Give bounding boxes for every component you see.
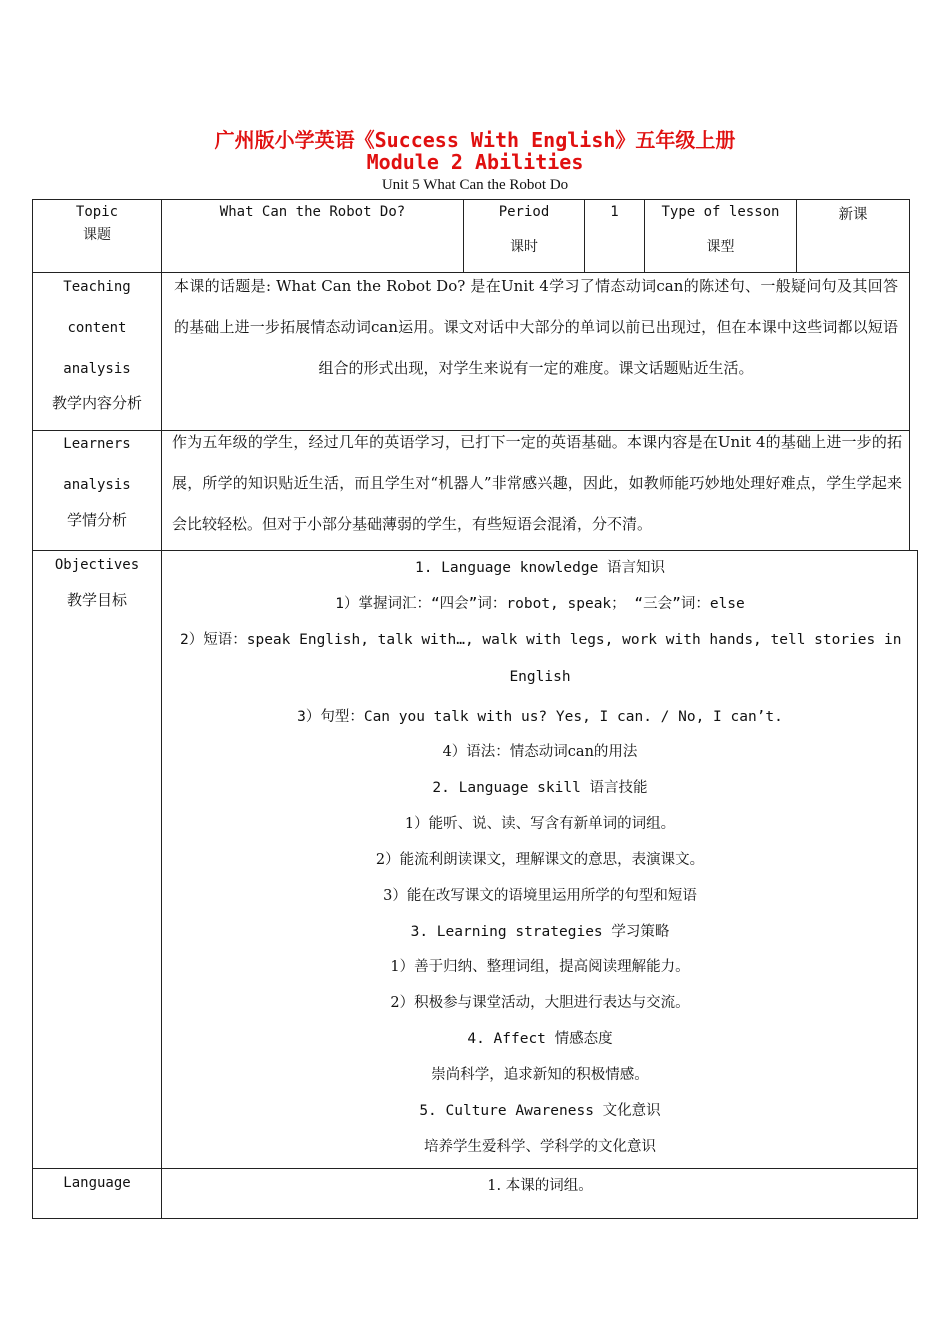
period-label-en: Period bbox=[498, 204, 550, 220]
objective-line: 1）能听、说、读、写含有新单词的词组。 bbox=[404, 816, 676, 832]
period-label-cn: 课时 bbox=[510, 239, 538, 255]
objective-line: 3）能在改写课文的语境里运用所学的句型和短语 bbox=[383, 888, 697, 904]
learners-label-en2: analysis bbox=[63, 477, 131, 493]
objective-line: 3）句型：Can you talk with us? Yes, I can. / No, I can’t. bbox=[297, 709, 783, 725]
table-border bbox=[32, 1168, 918, 1169]
topic-label-cn: 课题 bbox=[83, 227, 111, 243]
learners-analysis-text: 作为五年级的学生，经过几年的英语学习，已打下一定的英语基础。本课内容是在Unit 4的基础上进一步的拓展，所学的知识贴近生活，而且学生对“机器人”非常感兴趣，因此，如教师能巧妙地处理好难点，学生学起来会比较轻松。但对于小部分基础薄弱的学生，有些短语会混淆，分不清。 bbox=[172, 433, 902, 533]
table-border bbox=[917, 550, 918, 1219]
objective-heading: 5. Culture Awareness 文化意识 bbox=[419, 1103, 661, 1119]
period-label bbox=[464, 204, 584, 256]
objective-line: 1）掌握词汇：“四会”词：robot, speak； “三会”词：else bbox=[335, 596, 745, 612]
objective-line: 崇尚科学，追求新知的积极情感。 bbox=[431, 1067, 649, 1083]
table-border bbox=[32, 199, 910, 200]
lesson-type-label bbox=[645, 204, 796, 256]
objective-heading: 1. Language knowledge 语言知识 bbox=[414, 560, 666, 576]
objectives-label-en: Objectives bbox=[54, 557, 140, 573]
objective-line: 2）能流利朗读课文，理解课文的意思，表演课文。 bbox=[375, 852, 705, 868]
teaching-content-label bbox=[33, 278, 161, 412]
objective-line: 培养学生爱科学、学科学的文化意识 bbox=[424, 1139, 656, 1155]
objectives-label bbox=[33, 556, 161, 609]
topic-label-en: Topic bbox=[75, 204, 119, 220]
teaching-content-text: 本课的话题是: What Can the Robot Do? 是在Unit 4学习了情态动词can的陈述句、一般疑问句及其回答的基础上进一步拓展情态动词can运用。课文对话中大部分的单词以前已出现过，但在本课中这些词都以短语组合的形式出现，对学生来说有一定的难度。课文话题贴近生活。 bbox=[174, 277, 898, 377]
objective-heading: 2. Language skill 语言技能 bbox=[432, 780, 648, 796]
table-border bbox=[909, 199, 910, 551]
topic-label bbox=[33, 204, 161, 244]
lesson-type-label-cn: 课型 bbox=[706, 239, 735, 255]
lesson-type-label-en: Type of lesson bbox=[661, 204, 780, 220]
document-title: 广州版小学英语《Success With English》五年级上册 bbox=[214, 128, 736, 152]
language-label: Language bbox=[63, 1175, 131, 1191]
teaching-label-en1: Teaching bbox=[63, 279, 131, 295]
objective-heading: 3. Learning strategies 学习策略 bbox=[410, 924, 670, 940]
learners-label-cn: 学情分析 bbox=[66, 511, 127, 529]
learners-label bbox=[33, 435, 161, 529]
table-border bbox=[32, 550, 918, 551]
objective-line: 4）语法：情态动词can的用法 bbox=[442, 744, 638, 760]
objectives-label-cn: 教学目标 bbox=[66, 591, 127, 609]
table-border bbox=[32, 1218, 918, 1219]
teaching-label-en3: analysis bbox=[63, 361, 131, 377]
teaching-label-en2: content bbox=[67, 320, 127, 336]
objective-line: English bbox=[509, 669, 571, 685]
objective-line: 2）短语：speak English, talk with…, walk with legs, work with hands, tell stories in bbox=[180, 632, 902, 648]
unit-subtitle: Unit 5 What Can the Robot Do bbox=[381, 177, 569, 193]
language-first-line: 1. 本课的词组。 bbox=[487, 1178, 593, 1194]
objective-line: 1）善于归纳、整理词组，提高阅读理解能力。 bbox=[390, 959, 690, 975]
teaching-label-cn: 教学内容分析 bbox=[51, 394, 142, 412]
learners-label-en1: Learners bbox=[63, 436, 131, 452]
topic-value: What Can the Robot Do? bbox=[219, 204, 406, 220]
objective-line: 2）积极参与课堂活动，大胆进行表达与交流。 bbox=[390, 995, 690, 1011]
lesson-type-value: 新课 bbox=[838, 207, 868, 223]
objective-heading: 4. Affect 情感态度 bbox=[467, 1031, 613, 1047]
module-title: Module 2 Abilities bbox=[366, 150, 584, 174]
table-border bbox=[161, 199, 162, 1219]
period-value: 1 bbox=[610, 204, 619, 220]
